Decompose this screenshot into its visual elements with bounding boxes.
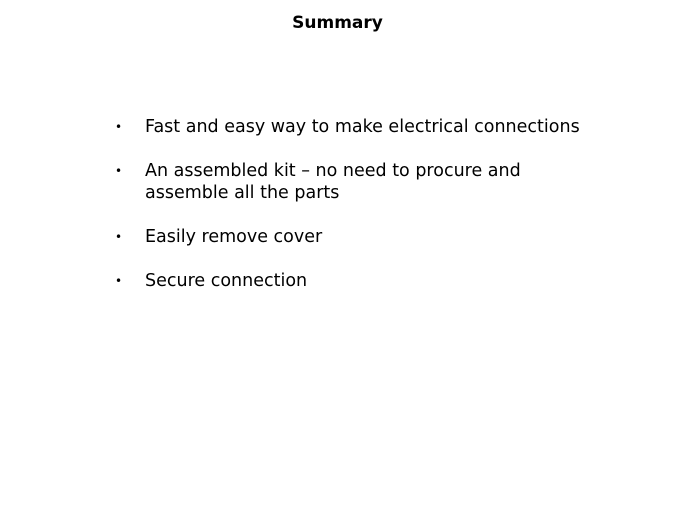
bullet-icon: • [115,120,123,134]
bullet-list [115,116,585,314]
bullet-text: Fast and easy way to make electrical connections [145,117,580,137]
bullet-item [115,160,585,204]
bullet-text: Easily remove cover [145,227,323,247]
bullet-icon: • [115,164,123,178]
slide-title: Summary [292,13,383,33]
bullet-item [115,116,585,138]
bullet-icon: • [115,230,123,244]
bullet-icon: • [115,274,123,288]
bullet-item [115,226,585,248]
bullet-text: An assembled kit – no need to procure and assemble all the parts [145,161,521,203]
bullet-item [115,270,585,292]
bullet-text: Secure connection [145,271,308,291]
